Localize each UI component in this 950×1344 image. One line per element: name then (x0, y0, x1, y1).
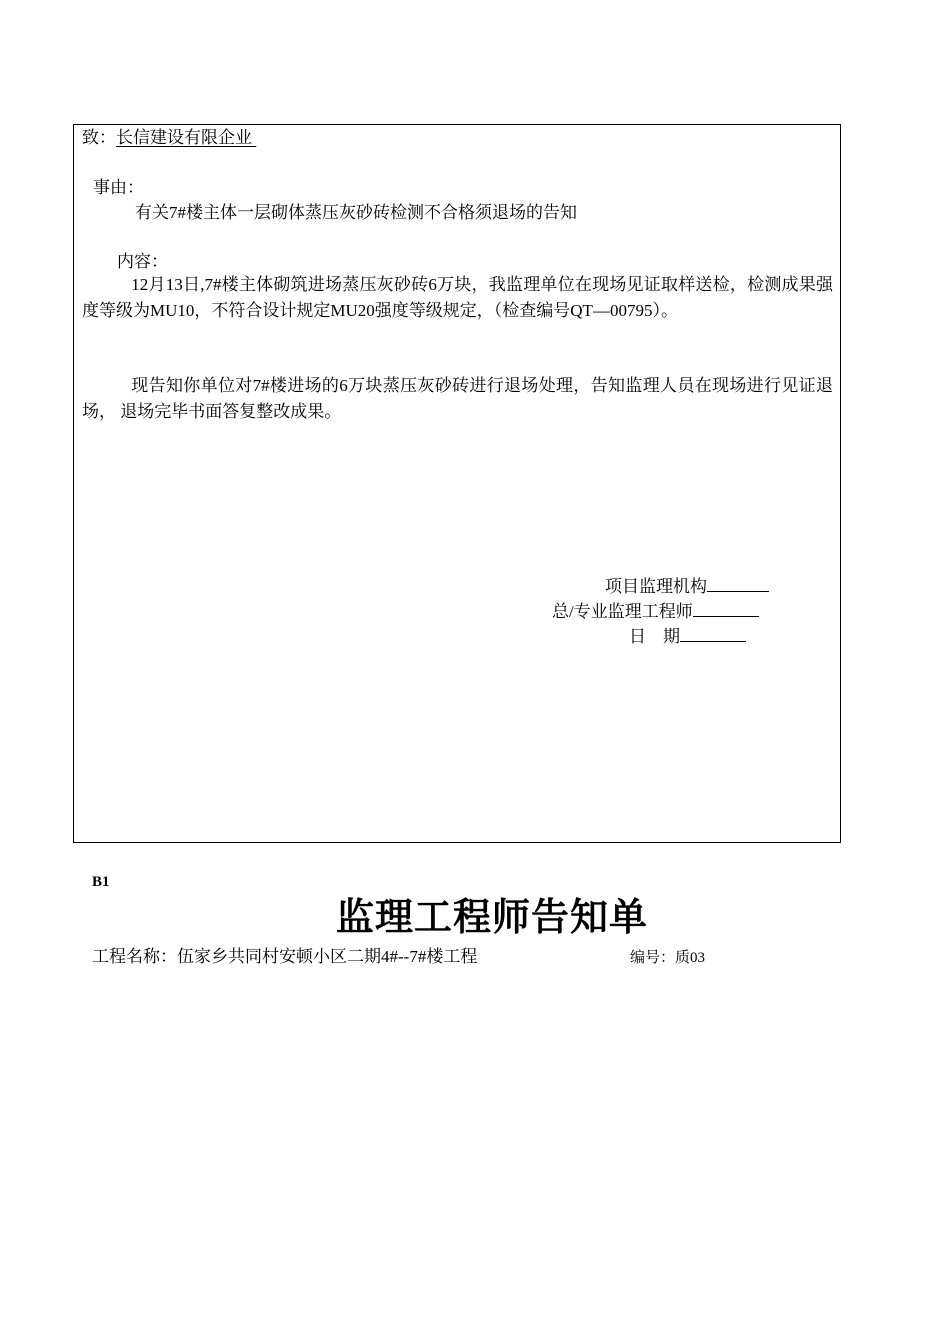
notice-box (73, 124, 841, 843)
signature-org-blank (707, 575, 769, 592)
project-name: 工程名称：伍家乡共同村安顿小区二期4#--7#楼工程 (92, 947, 478, 966)
content-label: 内容： (117, 252, 168, 271)
signature-engineer-line (552, 600, 759, 623)
signature-date-label: 日 期 (629, 627, 680, 646)
recipient-name: 长信建设有限企业 (116, 128, 252, 147)
content-paragraph-2: 现告知你单位对7#楼进场的6万块蒸压灰砂砖进行退场处理，告知监理人员在现场进行见证退场， 退场完毕书面答复整改成果。 (82, 376, 833, 421)
signature-date-line (629, 625, 746, 648)
signature-engineer-label: 总/专业监理工程师 (552, 602, 693, 621)
recipient-line (82, 127, 256, 149)
content-paragraph-1: 12月13日,7#楼主体砌筑进场蒸压灰砂砖6万块，我监理单位在现场见证取样送检，检测成果强度等级为MU10，不符合设计规定MU20强度等级规定，（检查编号QT—00795）。 (82, 275, 833, 320)
document-number: 编号：质03 (630, 950, 706, 966)
signature-org-line (605, 575, 769, 598)
form-code: B1 (92, 874, 110, 890)
matter-label: 事由： (93, 178, 144, 197)
signature-engineer-blank (693, 600, 759, 617)
page-title: 监理工程师告知单 (335, 897, 648, 939)
matter-text: 有关7#楼主体一层砌体蒸压灰砂砖检测不合格须退场的告知 (135, 203, 577, 222)
signature-org-label: 项目监理机构 (605, 577, 707, 596)
signature-date-blank (680, 625, 746, 642)
recipient-label: 致： (82, 128, 116, 147)
